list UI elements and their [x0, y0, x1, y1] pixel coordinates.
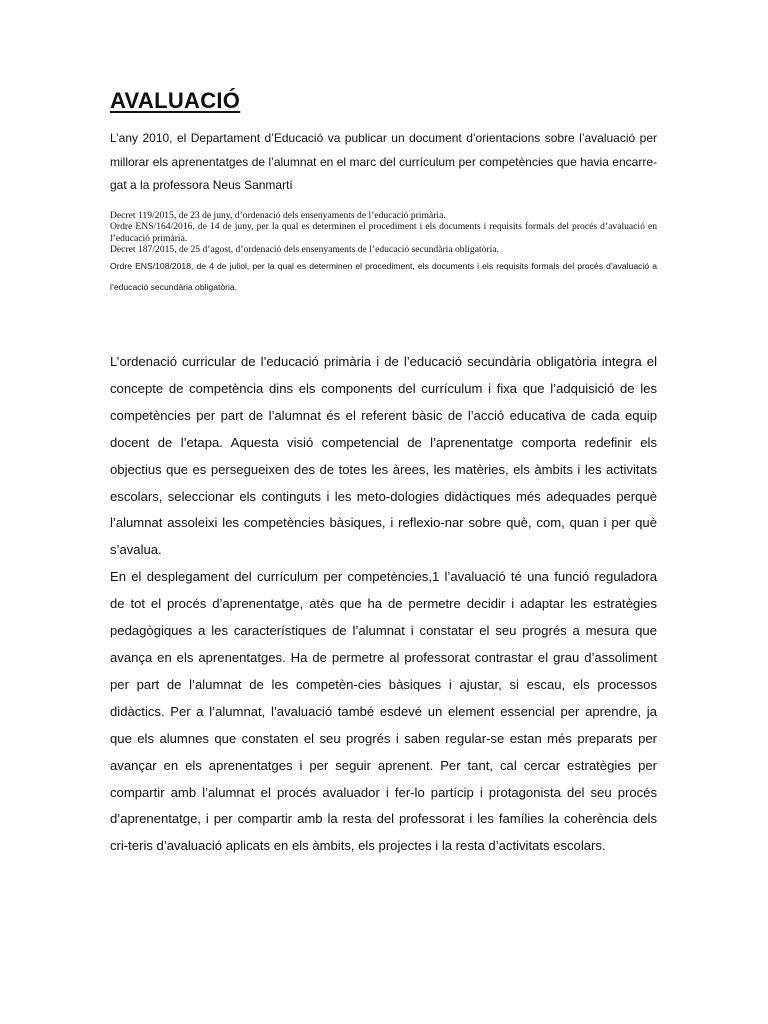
legal-references: [110, 210, 657, 298]
reference-item: Decret 187/2015, de 25 d’agost, d’ordenació dels ensenyaments de l’educació secundària obligatòria.: [110, 244, 499, 256]
intro-paragraph: L’any 2010, el Departament d’Educació va publicar un document d’orientacions sobre l’avaluació per millorar els aprenentatges de l’alumnat en el marc del currículum per competències que havia encarre-gat a la professora Neus Sanmartí: [110, 131, 657, 192]
body-paragraph: L’ordenació curricular de l’educació primària i de l’educació secundària obligatòria integra el concepte de competència dins els components del currículum i fixa que l’adquisició de les competències per part de l’alumnat és el referent bàsic de l’acció educativa de cada equip docent de l’etapa. Aquesta visió competencial de l’aprenentatge comporta redefinir els objectius que es persegueixen des de totes les àrees, les matèries, els àmbits i les activitats escolars, seleccionar els continguts i les meto-dologies didàctiques més adequades perquè l’alumnat assoleixi les competències bàsiques, i reflexio-nar sobre què, com, quan i per què s’avalua.: [110, 354, 657, 558]
reference-item: Decret 119/2015, de 23 de juny, d’ordenació dels ensenyaments de l’educació primària.: [110, 210, 446, 221]
document-title: AVALUACIÓ: [110, 88, 241, 113]
body-text: [110, 349, 657, 860]
body-paragraph: En el desplegament del currículum per competències,1 l’avaluació té una funció reguladora de tot el procés d’aprenentatge, atès que ha de permetre decidir i adaptar les estratègies pedagògiques a les característiques de l’alumnat i constatar el seu progrés a mesura que avança en els aprenentatges. Ha de permetre al professorat contrastar el grau d’assoliment per part de l’alumnat de les competèn-cies bàsiques i ajustar, si escau, els processos didàctics. Per a l’alumnat, l’avaluació també esdevé un element essencial per aprendre, ja que els alumnes que constaten el seu progrés i saben regular-se estan més preparats per avançar en els aprenentatges i per seguir aprenent. Per tant, cal cercar estratègies per compartir amb l’alumnat el procés avaluador i fer-lo partícip i protagonista del seu procés d’aprenentatge, i per compartir amb la resta del professorat i les famílies la coherència dels cri-teris d’avaluació aplicats en els àmbits, els projectes i la resta d’activitats escolars.: [110, 569, 657, 854]
reference-item: Ordre ENS/108/2018, de 4 de juliol, per la qual es determinen el procediment, els documents i els requisits formals del procés d’avaluació a l’educació secundària obligatòria.: [110, 260, 657, 292]
reference-item: Ordre ENS/164/2016, de 14 de juny, per la qual es determinen el procediment i els documents i requisits formals del procés d’avaluació en l’educació primària.: [110, 221, 657, 244]
